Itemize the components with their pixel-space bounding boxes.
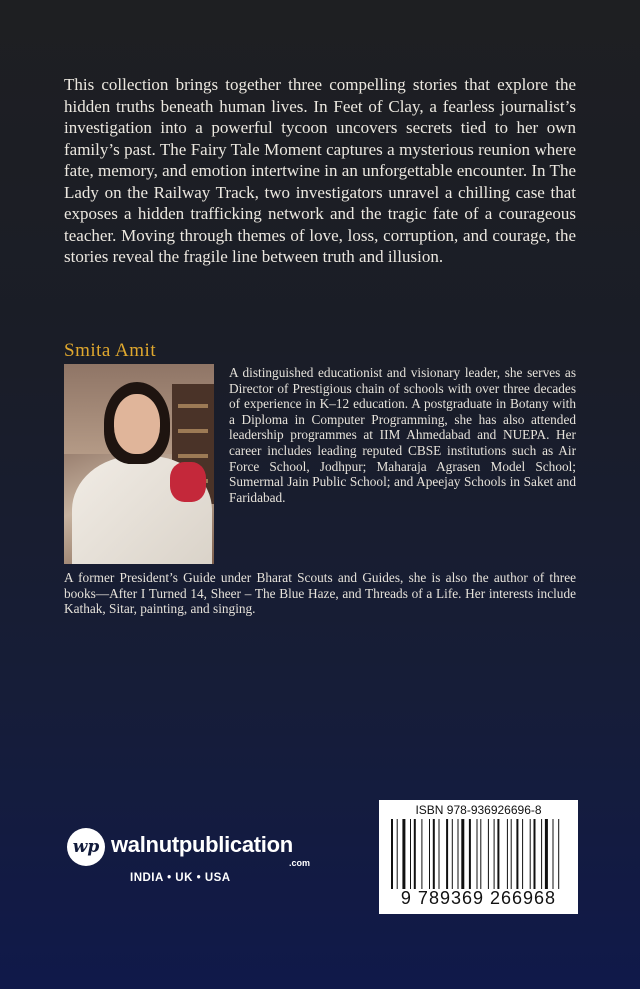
publisher-domain-suffix: .com xyxy=(289,858,311,868)
back-cover-blurb: This collection brings together three compelling stories that explore the hidden truths beneath human lives. In Feet of Clay, a fearless journalist’s investigation into a powerful tycoon uncovers secrets tied to her own family’s past. The Fairy Tale Moment captures a mysterious reunion where fate, memory, and emotion intertwine in an unforgettable encounter. In The Lady on the Railway Track, two investigators unravel a chilling case that exposes a hidden trafficking network and the tragic fate of a courageous teacher. Moving through themes of love, loss, corruption, and courage, the stories reveal the fragile line between truth and illusion. xyxy=(64,75,576,266)
isbn-barcode xyxy=(379,800,578,914)
author-name: Smita Amit xyxy=(64,340,157,361)
publisher-name: walnutpublication xyxy=(111,832,293,857)
author-bio: A distinguished educationist and visionary leader, she serves as Director of Prestigious chain of schools with over three decades of experience in K–12 education. A postgraduate in Botany with a Diploma in Computer Programming, she has also attended leadership programmes at IIM Ahmedabad and NUEPA. Her career includes leading reputed CBSE institutions such as Air Force School, Jodhpur; Maharaja Agrasen Model School; Sumermal Jain Public School; and Apeejay Schools in Saket and Faridabad. xyxy=(229,365,576,505)
barcode-digits: 9 789369 266968 xyxy=(400,888,557,908)
author-photo xyxy=(64,364,214,564)
publisher-logo-icon: wp xyxy=(67,828,105,866)
author-bio-continued: A former President’s Guide under Bharat Scouts and Guides, she is also the author of three books—After I Turned 14, Sheer – The Blue Haze, and Threads of a Life. Her interests include Kathak, Sitar, painting, and singing. xyxy=(64,570,576,617)
barcode-bars xyxy=(391,819,569,889)
publisher-regions: INDIA • UK • USA xyxy=(130,872,231,884)
isbn-label: ISBN 978-936926696-8 xyxy=(415,803,542,817)
